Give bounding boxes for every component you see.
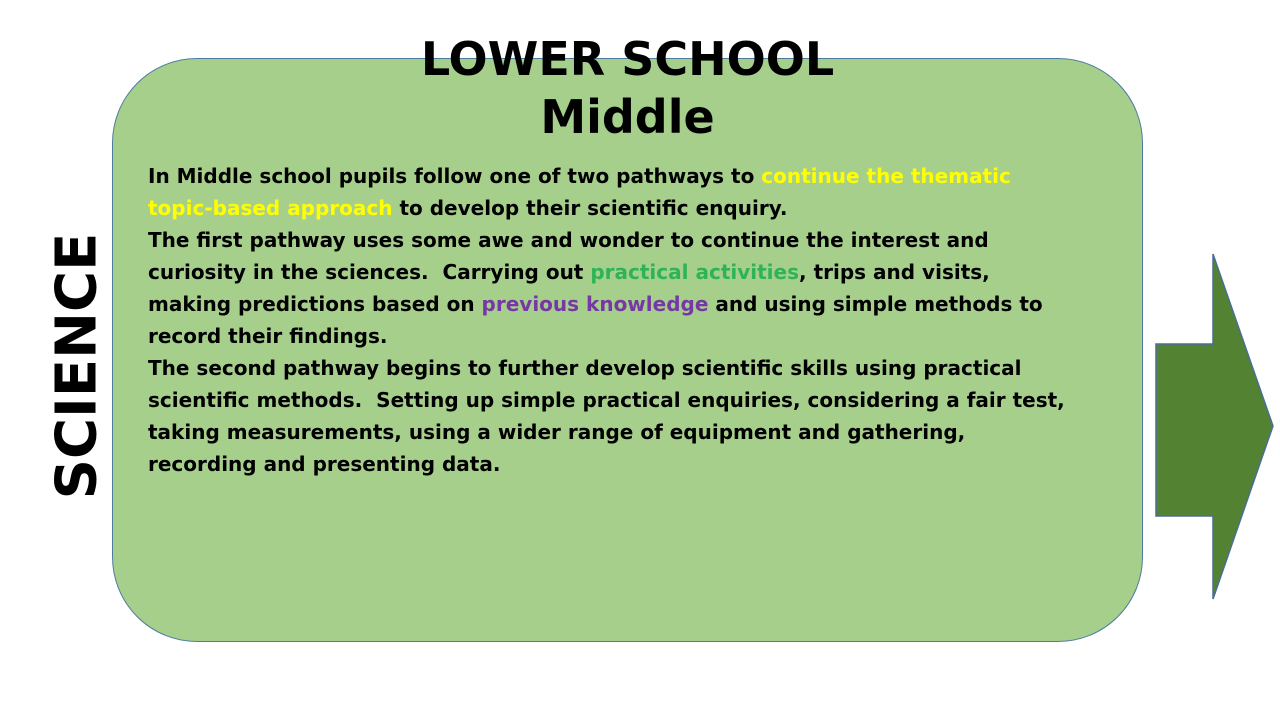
body-line (148, 288, 1143, 320)
title-line-1: LOWER SCHOOL (420, 32, 835, 86)
highlighted-phrase: previous knowledge (481, 292, 709, 316)
right-arrow-icon (1155, 253, 1275, 600)
title-line-2: Middle (540, 90, 715, 144)
body-line (148, 448, 1143, 480)
body-line (148, 384, 1143, 416)
body-text-block (148, 160, 1143, 480)
subject-side-label: SCIENCE (44, 232, 110, 500)
text-run: and using simple methods to (708, 292, 1043, 316)
text-run: , trips and visits, (799, 260, 990, 284)
text-run: The second pathway begins to further develop scientific skills using practical (148, 356, 1022, 380)
text-run: making predictions based on (148, 292, 482, 316)
body-line (148, 256, 1143, 288)
body-line (148, 224, 1143, 256)
text-run: to develop their scientific enquiry. (392, 196, 788, 220)
text-run: recording and presenting data. (148, 452, 501, 476)
text-run: The first pathway uses some awe and wonder to continue the interest and (148, 228, 989, 252)
body-line (148, 160, 1143, 192)
text-run: curiosity in the sciences. Carrying out (148, 260, 591, 284)
body-line (148, 320, 1143, 352)
page-title (112, 30, 1143, 146)
text-run: record their findings. (148, 324, 388, 348)
body-line (148, 192, 1143, 224)
body-line (148, 416, 1143, 448)
body-line (148, 352, 1143, 384)
highlighted-phrase: practical activities (590, 260, 800, 284)
highlighted-phrase: topic-based approach (148, 196, 393, 220)
highlighted-phrase: continue the thematic (761, 164, 1011, 188)
text-run: scientific methods. Setting up simple practical enquiries, considering a fair test, (148, 388, 1065, 412)
text-run: taking measurements, using a wider range of equipment and gathering, (148, 420, 966, 444)
text-run: In Middle school pupils follow one of two pathways to (148, 164, 762, 188)
